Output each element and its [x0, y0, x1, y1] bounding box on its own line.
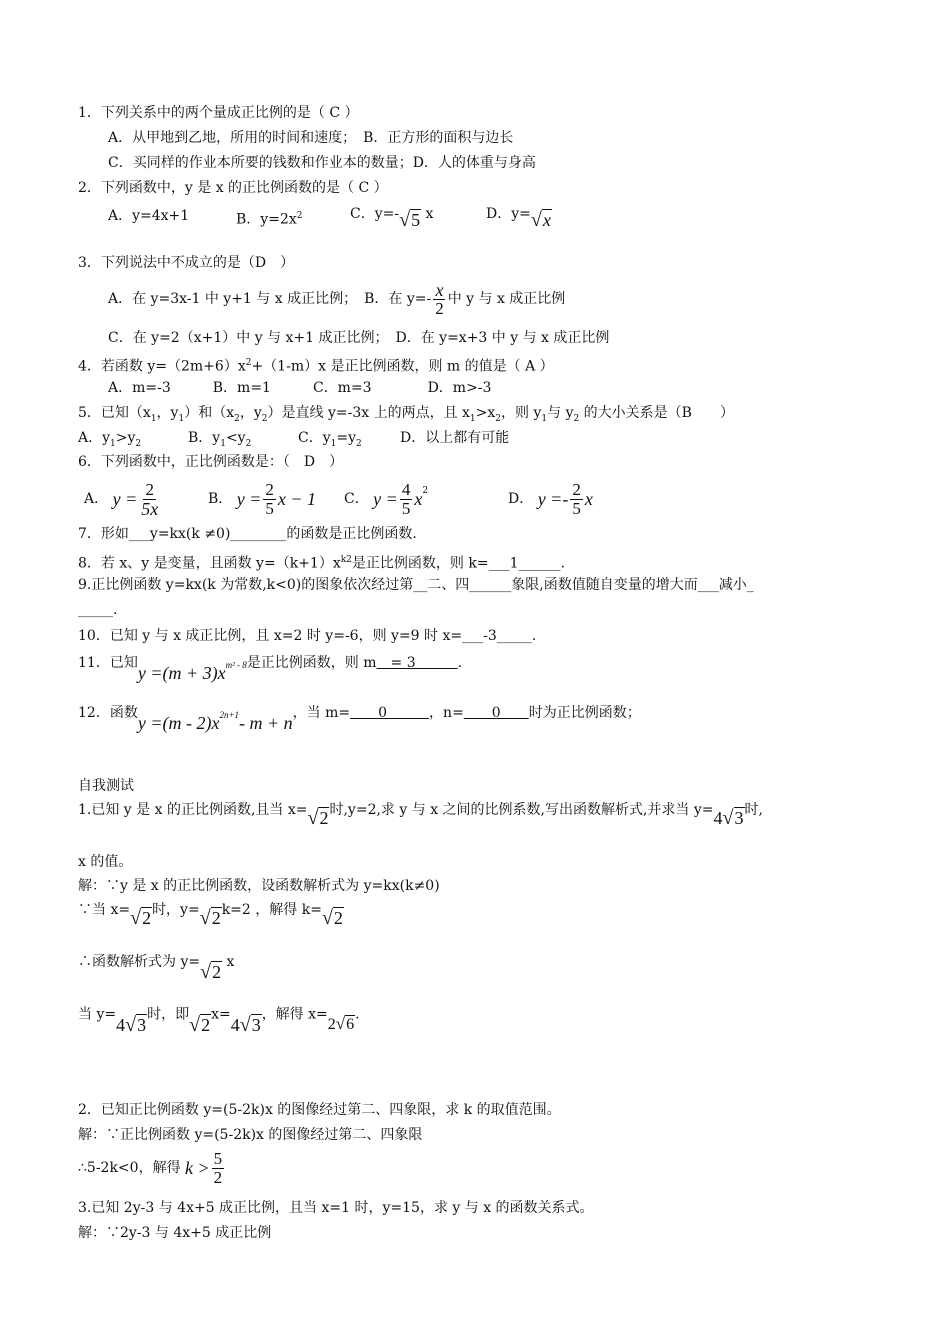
- q12: 12．函数 y =(m - 2)x $^{2n+1}$ - m + n ，当 m= 0 ，n= 0 时为正比例函数；: [78, 705, 641, 733]
- p3-stem: 3.已知 2y-3 与 4x+5 成正比例，且当 x=1 时，y=15，求 y 与 x 的函数关系式。: [78, 1200, 594, 1216]
- p2-solution-2: ∴5-2k<0，解得 k > $\frac{5}{2}$: [78, 1148, 223, 1187]
- q11: 11．已知 y =(m + 3)x $^{m^2 - 8}$ 是正比例函数，则 m = 3 .: [78, 655, 463, 683]
- q2-option-c: C．y=-√5 x: [350, 206, 434, 231]
- q4-options: A．m=-3 B．m=1 C．m=3 D．m>-3: [108, 380, 492, 396]
- p2-solution-1: 解：∵正比例函数 y=(5-2k)x 的图像经过第二、四象限: [78, 1127, 423, 1143]
- p1-solution-3: ∴函数解析式为 y=√2 x: [78, 954, 235, 983]
- p1-stem-line-2: x 的值。: [78, 854, 133, 870]
- q5-option-c: C．$y_1=y_2$: [298, 430, 362, 449]
- q5-option-b: B．$y_1<y_2$: [188, 430, 252, 449]
- p1-solution-4: 当 y=4√3时，即√2x=4√3，解得 x=2√6.: [78, 1006, 360, 1036]
- q4-stem: 4．若函数 $y=(2m+6)x^2+(1-m)x$ 是正比例函数，则 m 的值是（ A ）: [78, 358, 554, 375]
- q3-stem: 3．下列说法中不成立的是（D ）: [78, 255, 295, 271]
- selftest-title: 自我测试: [78, 778, 134, 794]
- q5-option-a: A．$y_1>y_2$: [78, 430, 142, 449]
- q3-options-cd: C．在 y=2（x+1）中 y 与 x+1 成正比例； D．在 y=x+3 中 y 与 x 成正比例: [108, 330, 610, 346]
- q6-option-b: B． y = $\frac{2}{5}$ x − 1: [208, 479, 317, 518]
- q3-options-ab: A．在 y=3x-1 中 y+1 与 x 成正比例； B．在 y=- $\frac{x}{2}$ 中 y 与 x 成正比例: [108, 279, 566, 318]
- q2-option-a: A．y=4x+1: [108, 208, 190, 224]
- q10: 10．已知 y 与 x 成正比例，且 x=2 时 y=-6，则 y=9 时 x=___-3_____.: [78, 628, 537, 644]
- q9-line-2: _____.: [78, 602, 118, 618]
- q5-option-d: D．以上都有可能: [400, 430, 510, 446]
- q8: 8．若 x、y 是变量，且函数 $y=(k+1)x^{k2}$是正比例函数，则 k=___1______.: [78, 555, 565, 572]
- q9-line-1: 9.正比例函数 y=kx(k 为常数,k<0)的图象依次经过第__二、四______象限,函数值随自变量的增大而___减小_: [78, 577, 754, 593]
- q2-option-b: B．$y=2x^2$: [236, 211, 303, 228]
- q5-stem: 5．已知（$x_1$，$y_1$）和（$x_2$，$y_2$）是直线 y=-3x 上的两点，且 $x_1>x_2$，则 $y_1$与 $y_2$ 的大小关系是（B ）: [78, 405, 734, 424]
- q2-stem: 2．下列函数中，y 是 x 的正比例函数的是（ C ）: [78, 180, 388, 196]
- p1-solution-1: 解：∵y 是 x 的正比例函数，设函数解析式为 y=kx(k≠0): [78, 878, 440, 894]
- q1-options-cd: C．买同样的作业本所要的钱数和作业本的数量；D．人的体重与身高: [108, 155, 536, 171]
- q7: 7．形如___y=kx(k ≠0)________的函数是正比例函数.: [78, 526, 417, 542]
- q1-options-ab: A．从甲地到乙地，所用的时间和速度； B．正方形的面积与边长: [108, 130, 514, 146]
- p1-solution-2: ∵当 x=√2时，y=√2k=2 ，解得 k=√2: [78, 902, 343, 929]
- q2-option-d: D．y=√x: [486, 206, 551, 231]
- q6-option-d: D． y =- $\frac{2}{5}$ x: [508, 479, 593, 518]
- q6-option-a: A． y = $\frac{2}{5x}$: [84, 479, 159, 519]
- q6-stem: 6．下列函数中，正比例函数是：（ D ）: [78, 454, 344, 470]
- p2-stem: 2．已知正比例函数 y=(5-2k)x 的图像经过第二、四象限，求 k 的取值范围。: [78, 1102, 561, 1118]
- q1-stem: 1．下列关系中的两个量成正比例的是（ C ）: [78, 105, 359, 121]
- q6-option-c: C． y = $\frac{4}{5}$ x $^2$: [344, 479, 429, 518]
- p1-stem-line-1: 1.已知 y 是 x 的正比例函数,且当 x=√2时,y=2,求 y 与 x 之间的比例系数,写出函数解析式,并求当 y=4√3时,: [78, 802, 763, 829]
- p3-solution-1: 解：∵2y-3 与 4x+5 成正比例: [78, 1225, 272, 1241]
